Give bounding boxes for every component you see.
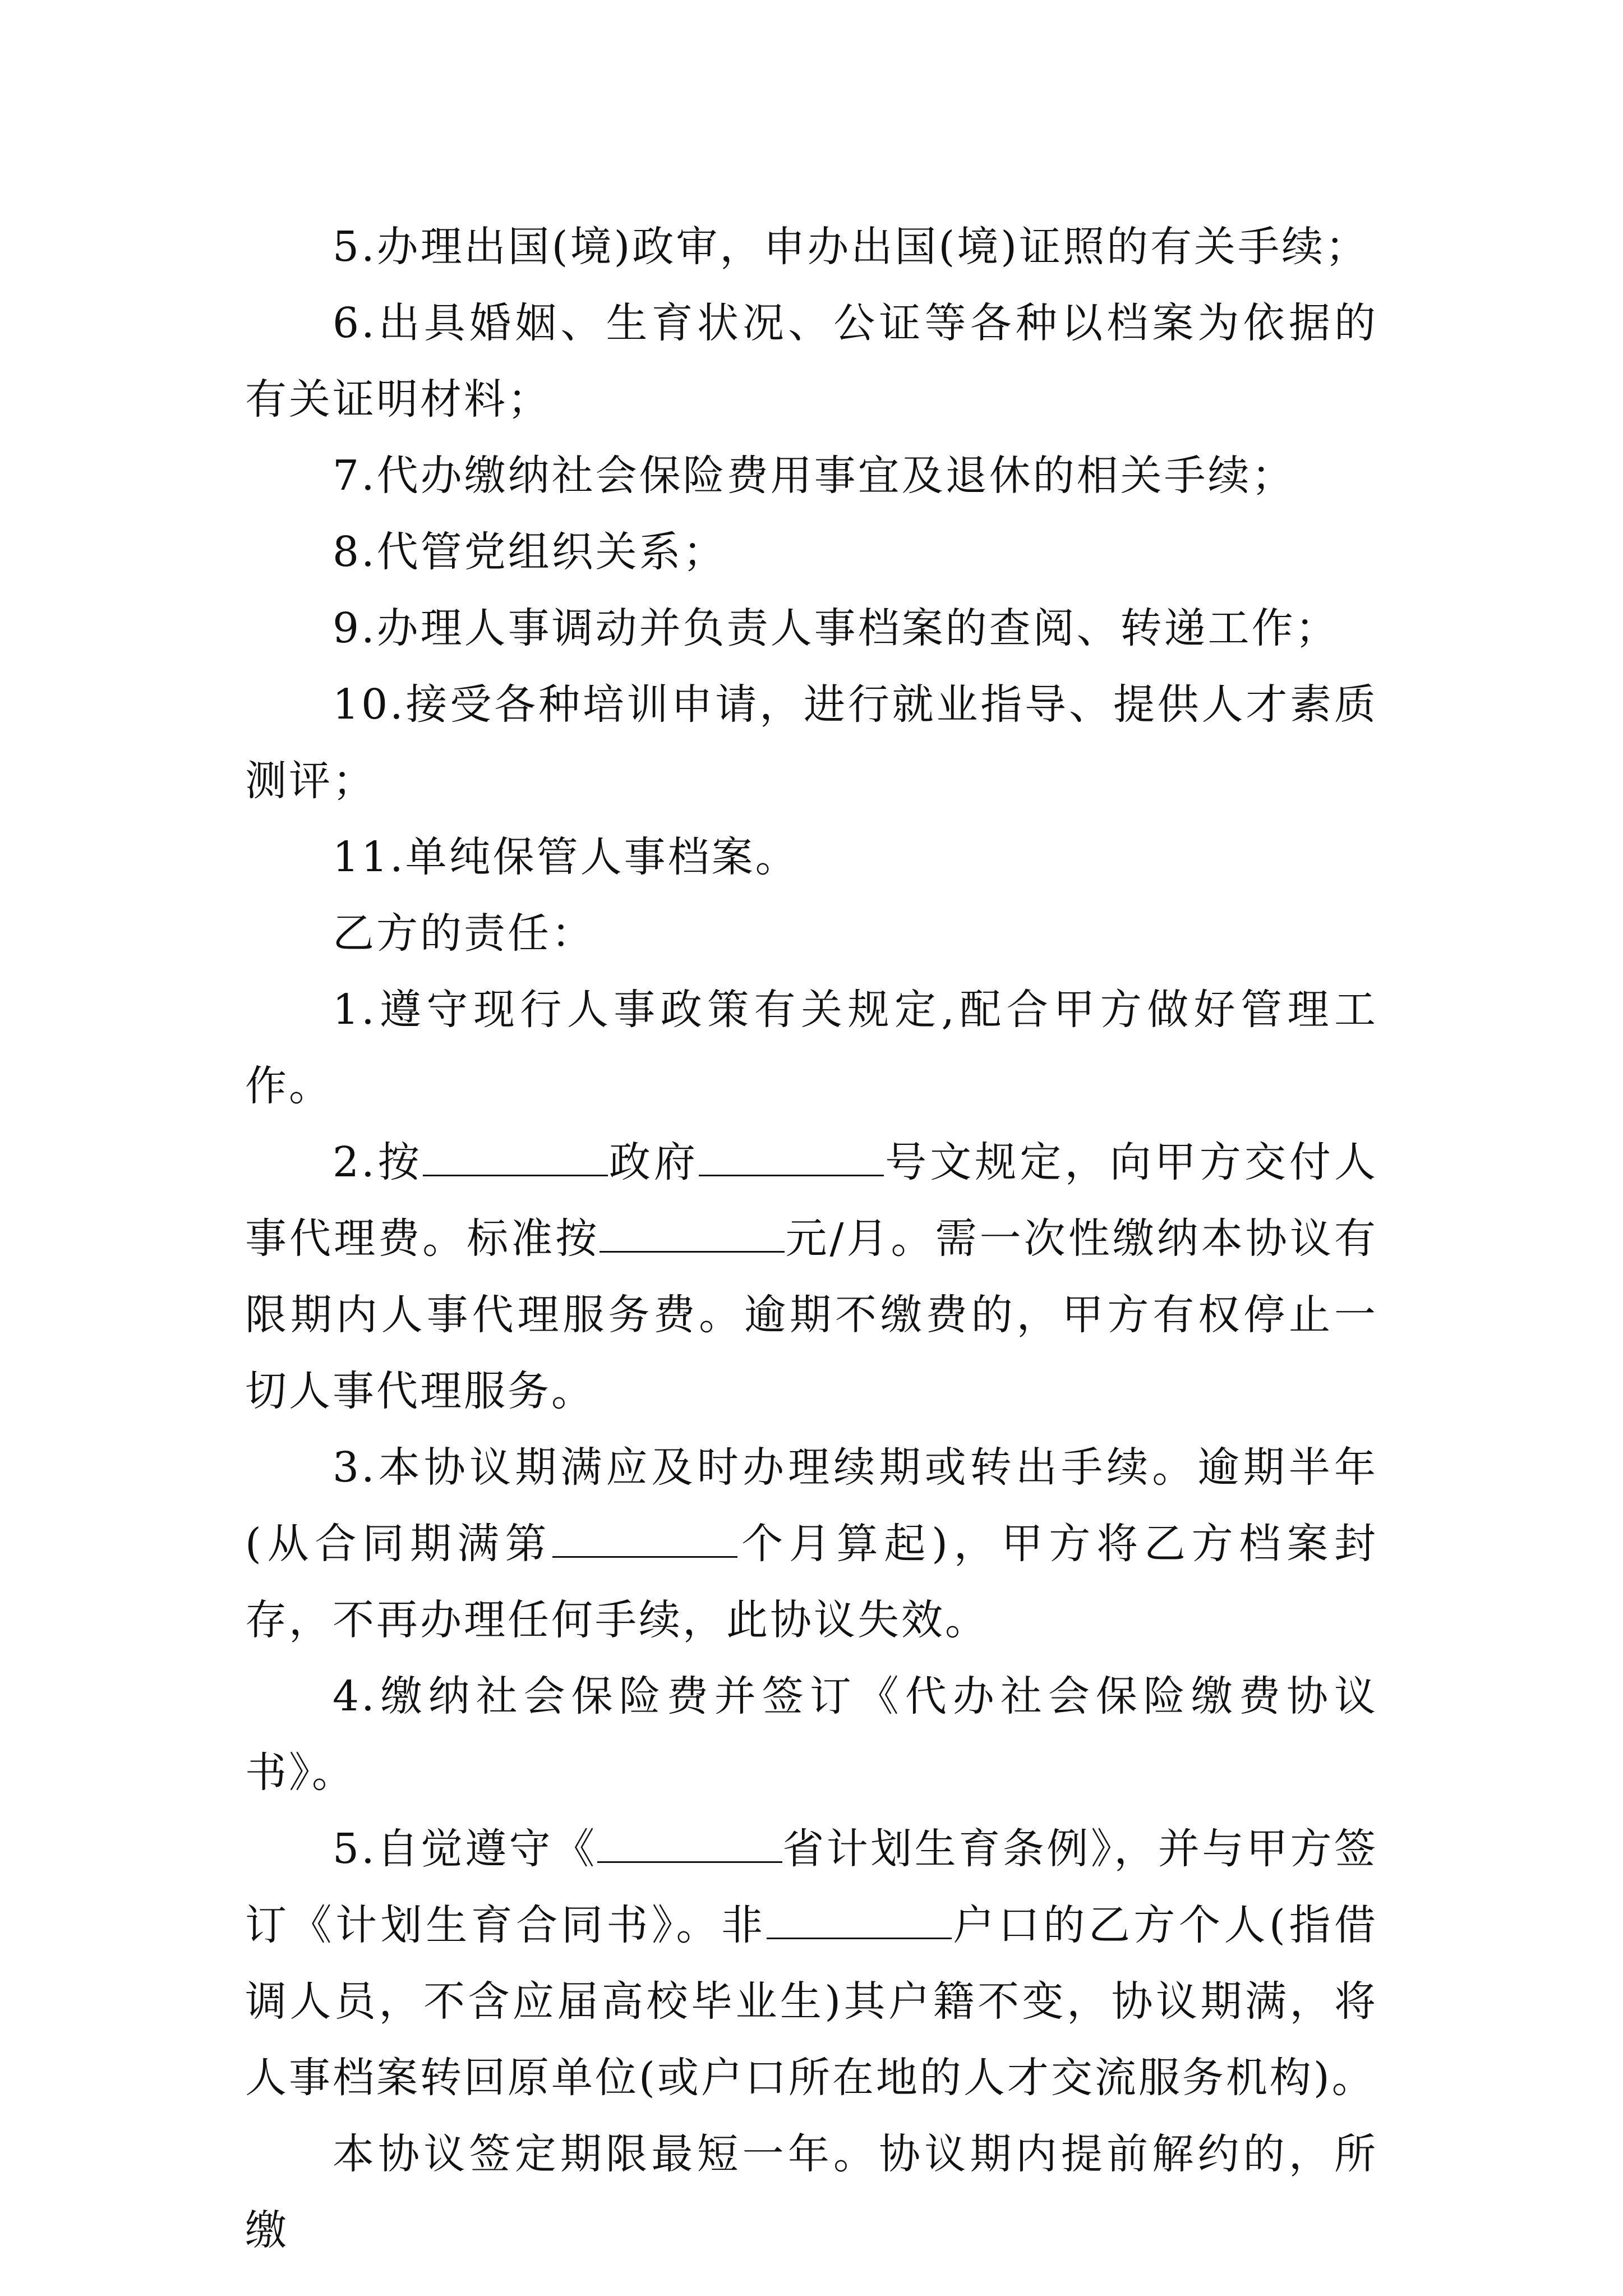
duty-5-text-b: 省计划生育条例》，并与甲方签订《计划生育合同书》。非 <box>245 1825 1378 1949</box>
party-b-duty-4: 4.缴纳社会保险费并签订《代办社会保险缴费协议书》。 <box>245 1672 1378 1797</box>
fill-blank-month-count[interactable] <box>552 1517 737 1558</box>
paragraph-item-5: 5.办理出国(境)政审，申办出国(境)证照的有关手续； <box>333 223 1370 271</box>
fill-blank-fee-amount[interactable] <box>600 1212 785 1253</box>
paragraph-item-7: 7.代办缴纳社会保险费用事宜及退休的相关手续； <box>333 452 1295 500</box>
fill-blank-government[interactable] <box>423 1135 608 1176</box>
fill-blank-document-number[interactable] <box>699 1135 884 1176</box>
party-b-duty-3 <box>245 1429 1378 1658</box>
duty-3-text-a: 3.本协议期满应及时办理续期或转出手续。逾期半年(从合同期满第 <box>245 1443 1378 1568</box>
paragraph-item-6: 6.出具婚姻、生育状况、公证等各种以档案为依据的有关证明材料； <box>245 299 1378 424</box>
section-heading-party-b: 乙方的责任： <box>333 909 595 958</box>
duty-5-text-c: 户口的乙方个人(指借调人员，不含应届高校毕业生)其户籍不变，协议期满，将人事档案转回原单位(或户口所在地的人才交流服务机构)。 <box>245 1901 1378 2102</box>
party-b-duty-5 <box>245 1811 1378 2116</box>
paragraph-item-9: 9.办理人事调动并负责人事档案的查阅、转递工作； <box>333 604 1339 652</box>
duty-2-text-c: 号文规定，向甲方交付人事代理费。标准按 <box>245 1138 1378 1263</box>
paragraph-item-8: 8.代管党组织关系； <box>333 528 727 576</box>
duty-3-text-b: 个月算起)，甲方将乙方档案封存，不再办理任何手续，此协议失效。 <box>245 1520 1378 1644</box>
fill-blank-province[interactable] <box>597 1822 782 1863</box>
fill-blank-household-place[interactable] <box>767 1898 952 1939</box>
paragraph-item-10: 10.接受各种培训申请，进行就业指导、提供人才素质测评； <box>245 680 1378 805</box>
duty-2-text-b: 政府 <box>607 1138 699 1186</box>
document-body <box>245 209 1378 2269</box>
party-b-duty-1: 1.遵守现行人事政策有关规定,配合甲方做好管理工作。 <box>245 986 1378 1110</box>
duty-2-text-a: 2.按 <box>333 1138 423 1186</box>
agreement-term-paragraph: 本协议签定期限最短一年。协议期内提前解约的，所缴 <box>245 2130 1378 2254</box>
duty-5-text-a: 5.自觉遵守《 <box>333 1825 597 1873</box>
party-b-duty-2 <box>245 1124 1378 1429</box>
paragraph-item-11: 11.单纯保管人事档案。 <box>333 833 799 881</box>
duty-2-text-d: 元/月。需一次性缴纳本协议有限期内人事代理服务费。逾期不缴费的，甲方有权停止一切人事代理服务。 <box>245 1214 1378 1415</box>
